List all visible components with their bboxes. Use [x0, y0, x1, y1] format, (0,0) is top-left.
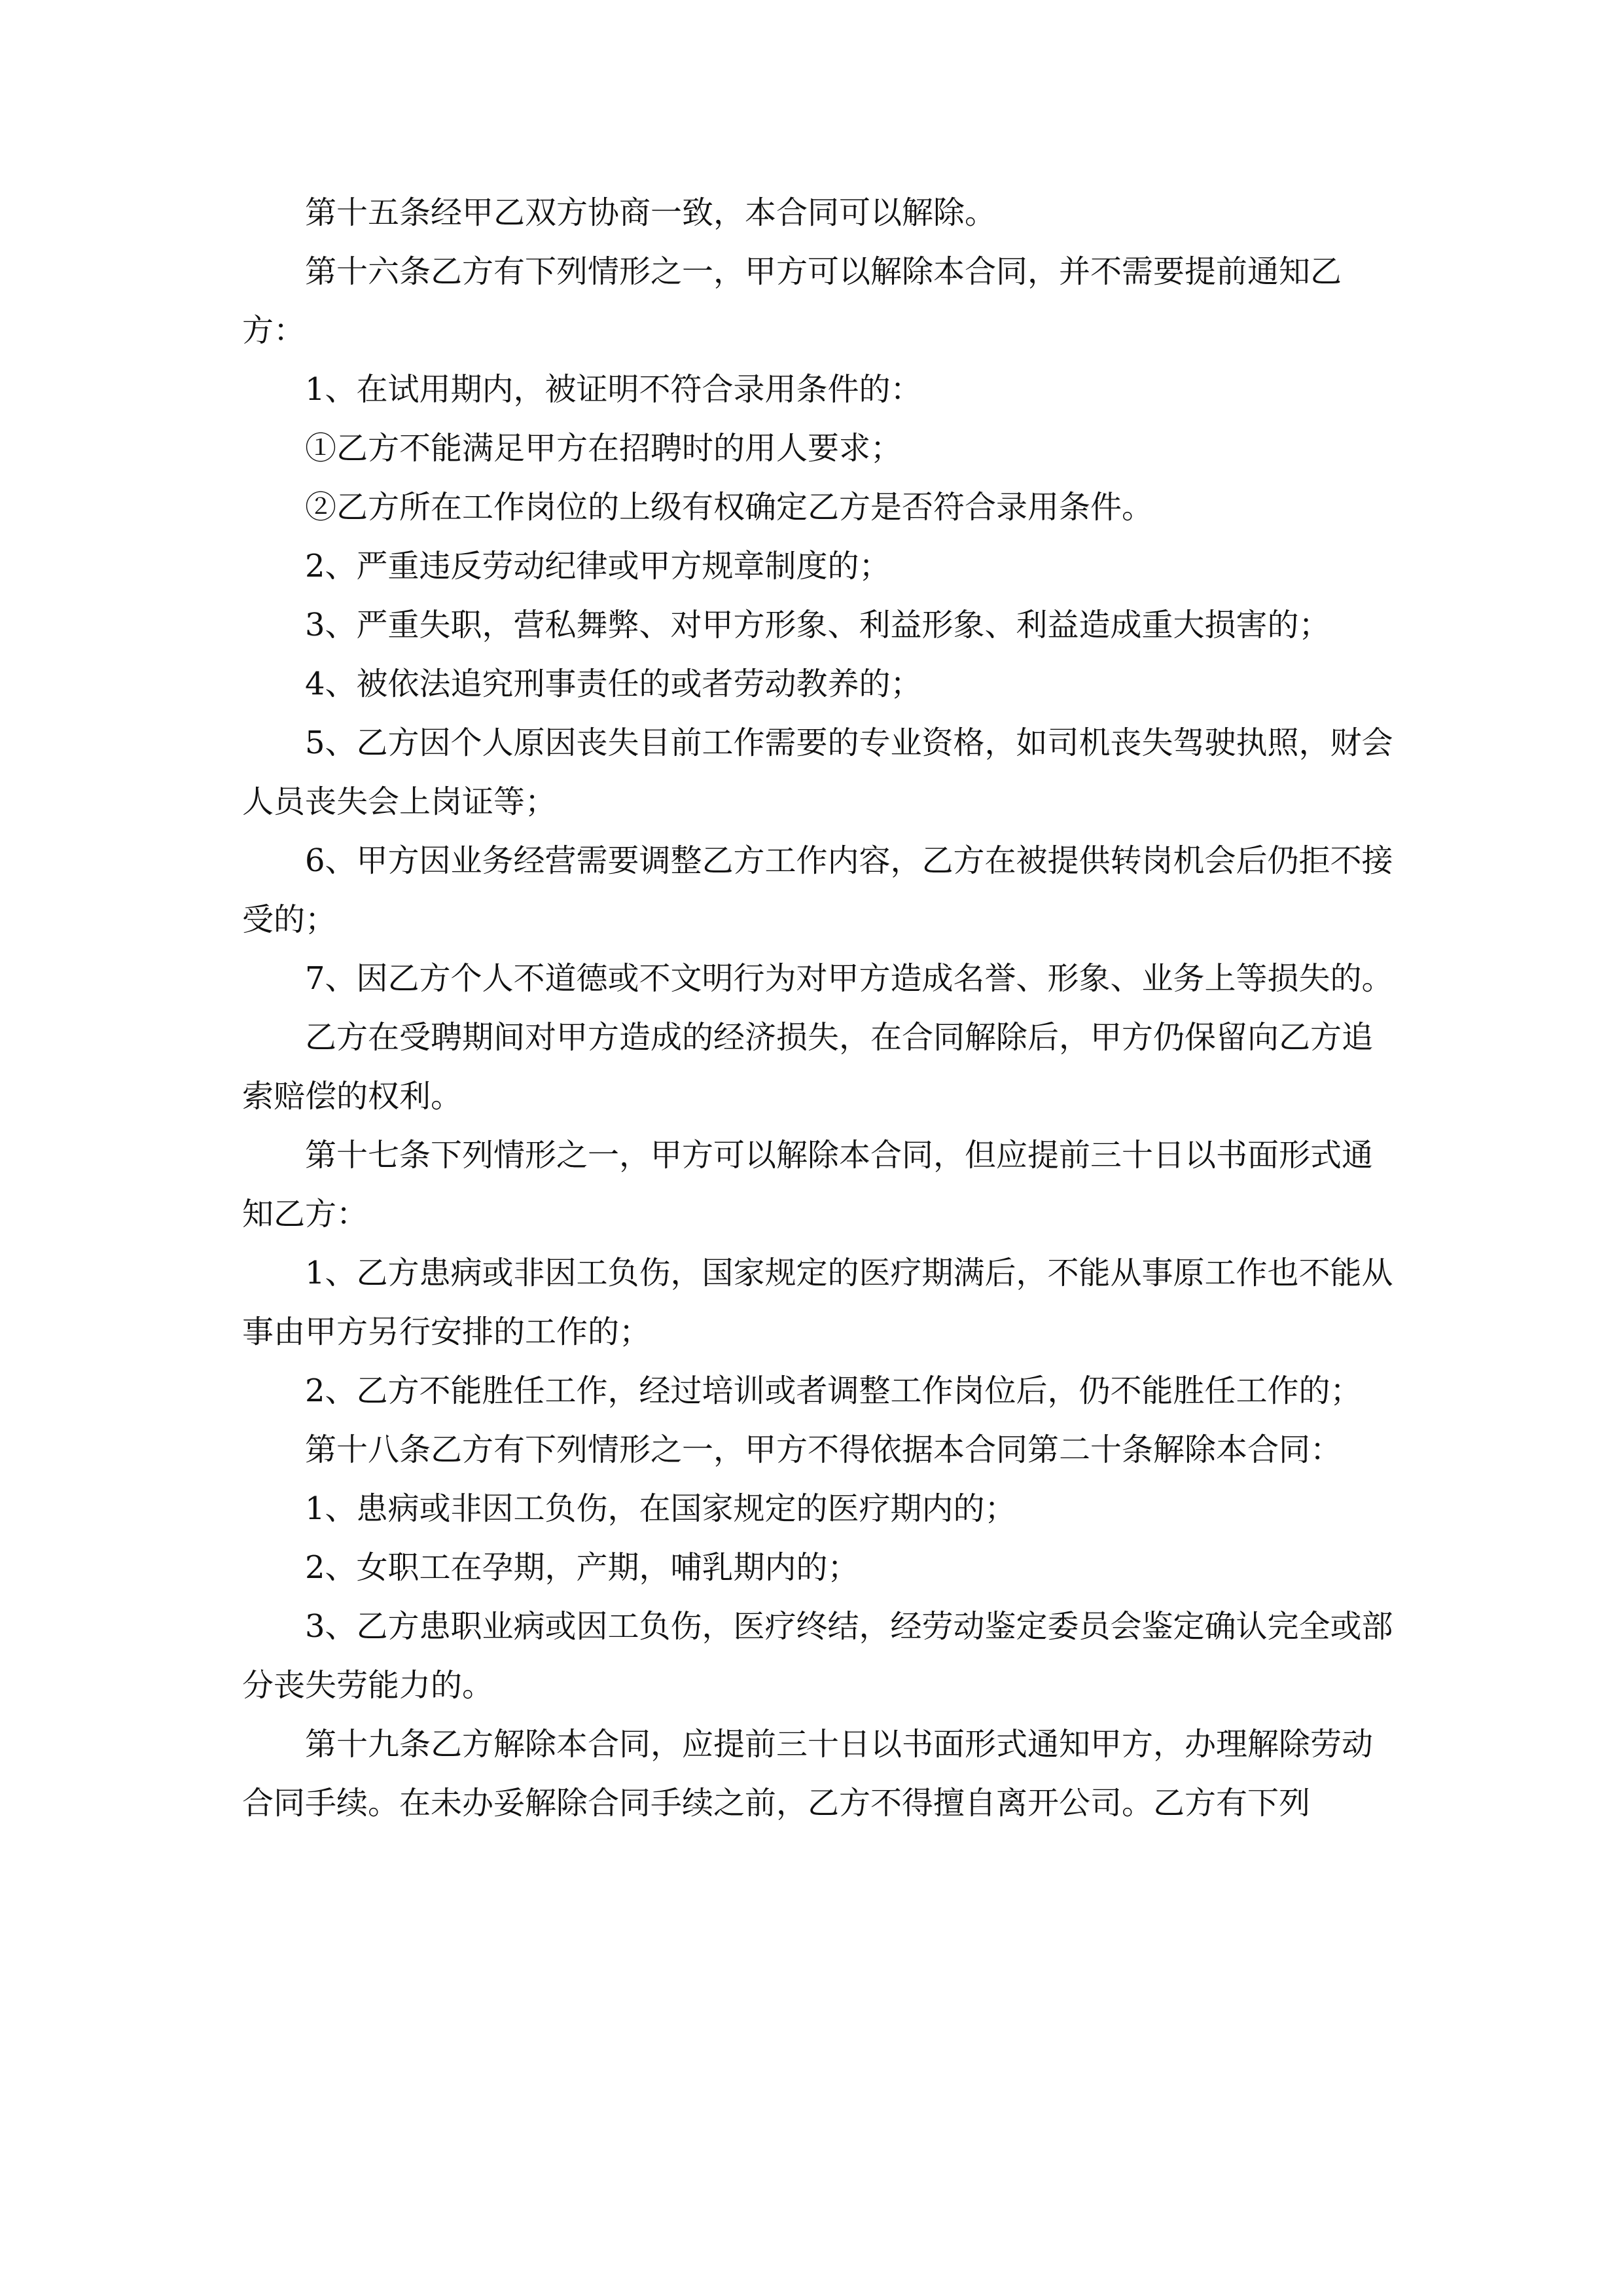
paragraph-article-17-item-2: 2、乙方不能胜任工作，经过培训或者调整工作岗位后，仍不能胜任工作的；: [305, 1372, 1362, 1409]
paragraph-article-16-item-7: 7、因乙方个人不道德或不文明行为对甲方造成名誉、形象、业务上等损失的。: [305, 960, 1393, 997]
paragraph-compensation: 乙方在受聘期间对甲方造成的经济损失，在合同解除后，甲方仍保留向乙方追索赔偿的权利。: [242, 1019, 1374, 1115]
paragraph-article-16-item-1: 1、在试用期内，被证明不符合录用条件的：: [305, 371, 922, 408]
paragraph-article-15: 第十五条经甲乙双方协商一致，本合同可以解除。: [305, 194, 997, 231]
paragraph-article-16-item-5: 5、乙方因个人原因丧失目前工作需要的专业资格，如司机丧失驾驶执照，财会人员丧失会上岗证等；: [242, 725, 1393, 820]
paragraph-article-18-item-2: 2、女职工在孕期，产期，哺乳期内的；: [305, 1549, 859, 1586]
paragraph-article-16-item-2: 2、严重违反劳动纪律或甲方规章制度的；: [305, 548, 891, 584]
document-body: [242, 183, 1394, 1833]
paragraph-article-16-item-3: 3、严重失职，营私舞弊、对甲方形象、利益形象、利益造成重大损害的；: [305, 607, 1330, 643]
paragraph-article-16-item-1a: ①乙方不能满足甲方在招聘时的用人要求；: [305, 430, 902, 467]
paragraph-article-16-item-6: 6、甲方因业务经营需要调整乙方工作内容，乙方在被提供转岗机会后仍拒不接受的；: [242, 842, 1393, 938]
paragraph-article-16-item-1b: ②乙方所在工作岗位的上级有权确定乙方是否符合录用条件。: [305, 489, 1154, 526]
paragraph-article-17: 第十七条下列情形之一，甲方可以解除本合同，但应提前三十日以书面形式通知乙方：: [242, 1137, 1374, 1232]
paragraph-article-17-item-1: 1、乙方患病或非因工负伤，国家规定的医疗期满后，不能从事原工作也不能从事由甲方另行安排的工作的；: [242, 1255, 1393, 1350]
paragraph-article-19: 第十九条乙方解除本合同，应提前三十日以书面形式通知甲方，办理解除劳动合同手续。在未办妥解除合同手续之前，乙方不得擅自离开公司。乙方有下列: [242, 1726, 1374, 1821]
paragraph-article-16: 第十六条乙方有下列情形之一，甲方可以解除本合同，并不需要提前通知乙方：: [242, 253, 1342, 349]
paragraph-article-16-item-4: 4、被依法追究刑事责任的或者劳动教养的；: [305, 666, 922, 702]
paragraph-article-18-item-1: 1、患病或非因工负伤，在国家规定的医疗期内的；: [305, 1490, 1016, 1527]
paragraph-article-18-item-3: 3、乙方患职业病或因工负伤，医疗终结，经劳动鉴定委员会鉴定确认完全或部分丧失劳能力的。: [242, 1608, 1393, 1704]
paragraph-article-18: 第十八条乙方有下列情形之一，甲方不得依据本合同第二十条解除本合同：: [305, 1431, 1342, 1468]
